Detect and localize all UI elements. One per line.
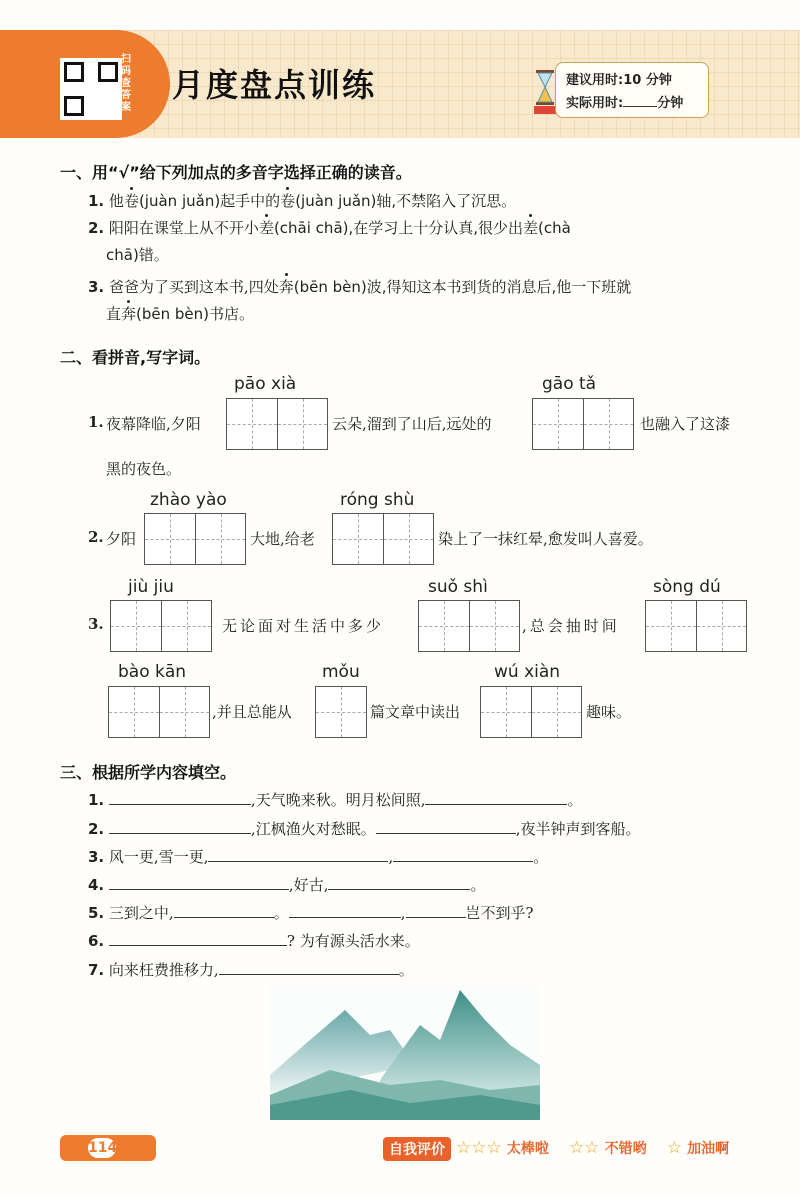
qr-code-icon[interactable] [60,58,122,120]
question-number: 2. [88,219,105,237]
question-number: 7. [88,961,105,979]
actual-time-label: 实际用时: [566,96,624,111]
question-number: 2. [88,528,104,546]
text: 云朵,溜到了山后,远处的 [332,415,492,433]
pinyin-label: pāo xià [234,374,297,394]
text: 夜幕降临,夕阳 [106,415,201,433]
actual-time-unit: 分钟 [657,96,684,111]
answer-blank[interactable] [376,819,516,834]
star-icon[interactable]: ☆ [666,1138,683,1158]
page-number: 114 [88,1140,118,1156]
text: 。 [398,961,414,979]
answer-blank[interactable] [393,847,533,862]
text: ,夜半钟声到客船。 [515,820,641,838]
s3-item-5 [88,902,534,923]
text: 风一更,雪一更, [108,848,209,866]
s1-question-3 [88,276,631,297]
answer-blank[interactable] [406,903,466,918]
writing-box[interactable] [226,398,328,450]
question-number: 2. [88,820,105,838]
writing-box[interactable] [144,513,246,565]
pinyin-label: róng shù [340,490,415,510]
text: ,总会抽时间 [522,617,620,635]
rating-group [456,1138,729,1158]
rating-label[interactable]: 太棒啦 [506,1141,549,1157]
text: 染上了一抹红晕,愈发叫人喜爱。 [438,530,653,548]
dotted-char: 奔 [121,305,137,323]
text: 也融入了这漆 [640,415,731,433]
writing-box[interactable] [645,600,747,652]
dotted-char: 差 [258,219,274,237]
text: 爸爸为了买到这本书,四处 [108,278,279,296]
pinyin-label: sòng dú [653,577,721,597]
text: ,江枫渔火对愁眠。 [250,820,376,838]
star-icon[interactable]: ☆ [471,1138,487,1158]
text: 黑的夜色。 [106,460,182,478]
pinyin-options[interactable]: (bēn bèn)波,得知这本书到货的消息后,他一下班就 [293,278,632,296]
pinyin-label: suǒ shì [428,577,488,597]
pinyin-label: jiù jiu [128,577,174,597]
pinyin-options[interactable]: (juàn juǎn)起手中的 [138,192,281,210]
pinyin-options[interactable]: (chà [538,219,571,237]
text: 。 [533,848,549,866]
text: 。 [273,904,289,922]
pinyin-options[interactable]: (chāi chā),在学习上十分认真,很少出 [273,219,524,237]
star-icon[interactable]: ☆ [486,1138,502,1158]
text: , [400,904,406,922]
text: ,天气晚来秋。明月松间照, [250,791,426,809]
answer-blank[interactable] [425,790,567,805]
text: 三到之中, [108,904,174,922]
s3-item-4 [88,874,485,895]
s1-question-2 [88,217,571,238]
actual-time-input[interactable] [623,94,657,107]
question-number: 1. [88,192,105,210]
s3-item-7 [88,959,414,980]
question-number: 3. [88,615,104,633]
answer-blank[interactable] [109,790,251,805]
question-number: 5. [88,904,105,922]
answer-blank[interactable] [109,819,251,834]
answer-blank[interactable] [109,931,287,946]
answer-blank[interactable] [109,875,289,890]
pinyin-options[interactable]: (bēn bèn)书店。 [136,305,255,323]
text: 篇文章中读出 [370,703,461,721]
s1-question-1 [88,190,516,211]
self-eval-label: 自我评价 [383,1137,451,1161]
writing-box[interactable] [108,686,210,738]
section2-title: 二、看拼音,写字词。 [60,348,211,367]
answer-blank[interactable] [208,847,388,862]
text: 趣味。 [586,703,632,721]
text: 岂不到乎? [465,904,534,922]
pinyin-label: bào kān [118,662,187,682]
page-title: 月度盘点训练 [172,66,377,104]
pinyin-label: gāo tǎ [542,374,597,394]
pinyin-label: mǒu [322,662,360,682]
section1-title: 一、用“√”给下列加点的多音字选择正确的读音。 [60,163,412,182]
mountain-illustration [270,985,540,1120]
section3-title: 三、根据所学内容填空。 [60,763,237,782]
time-box [555,62,709,118]
pinyin-label: zhào yào [150,490,227,510]
s1-question-2-cont[interactable]: chā)错。 [106,246,169,264]
dotted-char: 差 [523,219,539,237]
text: 。 [567,791,583,809]
s3-item-6 [88,930,420,951]
text: ,并且总能从 [212,703,292,721]
pinyin-label: wú xiàn [494,662,561,682]
question-number: 3. [88,848,105,866]
question-number: 1. [88,791,105,809]
answer-blank[interactable] [328,875,470,890]
suggested-time: 建议用时:10 分钟 [566,73,672,88]
question-number: 4. [88,876,105,894]
answer-blank[interactable] [174,903,274,918]
text: 阳阳在课堂上从不开小 [108,219,259,237]
writing-box[interactable] [480,686,582,738]
s3-item-1 [88,789,582,810]
actual-time [566,92,683,111]
text: 无论面对生活中多少 [222,617,385,635]
writing-box[interactable] [418,600,520,652]
star-icon[interactable]: ☆ [456,1138,472,1158]
s1-question-3-cont [106,303,254,324]
text: 向来枉费推移力, [108,961,219,979]
writing-box[interactable] [315,686,367,738]
dotted-char: 卷 [280,192,296,210]
star-icon[interactable]: ☆ [569,1138,585,1158]
question-number: 3. [88,278,105,296]
answer-blank[interactable] [219,960,399,975]
answer-blank[interactable] [289,903,401,918]
text: 他 [108,192,124,210]
writing-box[interactable] [332,513,434,565]
text: 直 [106,305,122,323]
writing-box[interactable] [532,398,634,450]
text: 夕阳 [106,530,137,548]
rating-label[interactable]: 不错哟 [604,1141,647,1157]
dotted-char: 奔 [278,278,294,296]
s3-item-3 [88,846,548,867]
pinyin-options[interactable]: (juàn juǎn)轴,不禁陷入了沉思。 [295,192,517,210]
question-number: 1. [88,413,104,431]
text: , [388,848,394,866]
text: 大地,给老 [250,530,315,548]
star-icon[interactable]: ☆ [584,1138,600,1158]
s3-item-2 [88,818,640,839]
text: 。 [470,876,486,894]
writing-box[interactable] [110,600,212,652]
qr-caption: 扫码查答案 [121,54,131,113]
question-number: 6. [88,932,105,950]
rating-label[interactable]: 加油啊 [687,1141,730,1157]
text: ? 为有源头活水来。 [286,932,420,950]
text: ,好古, [288,876,329,894]
dotted-char: 卷 [123,192,139,210]
